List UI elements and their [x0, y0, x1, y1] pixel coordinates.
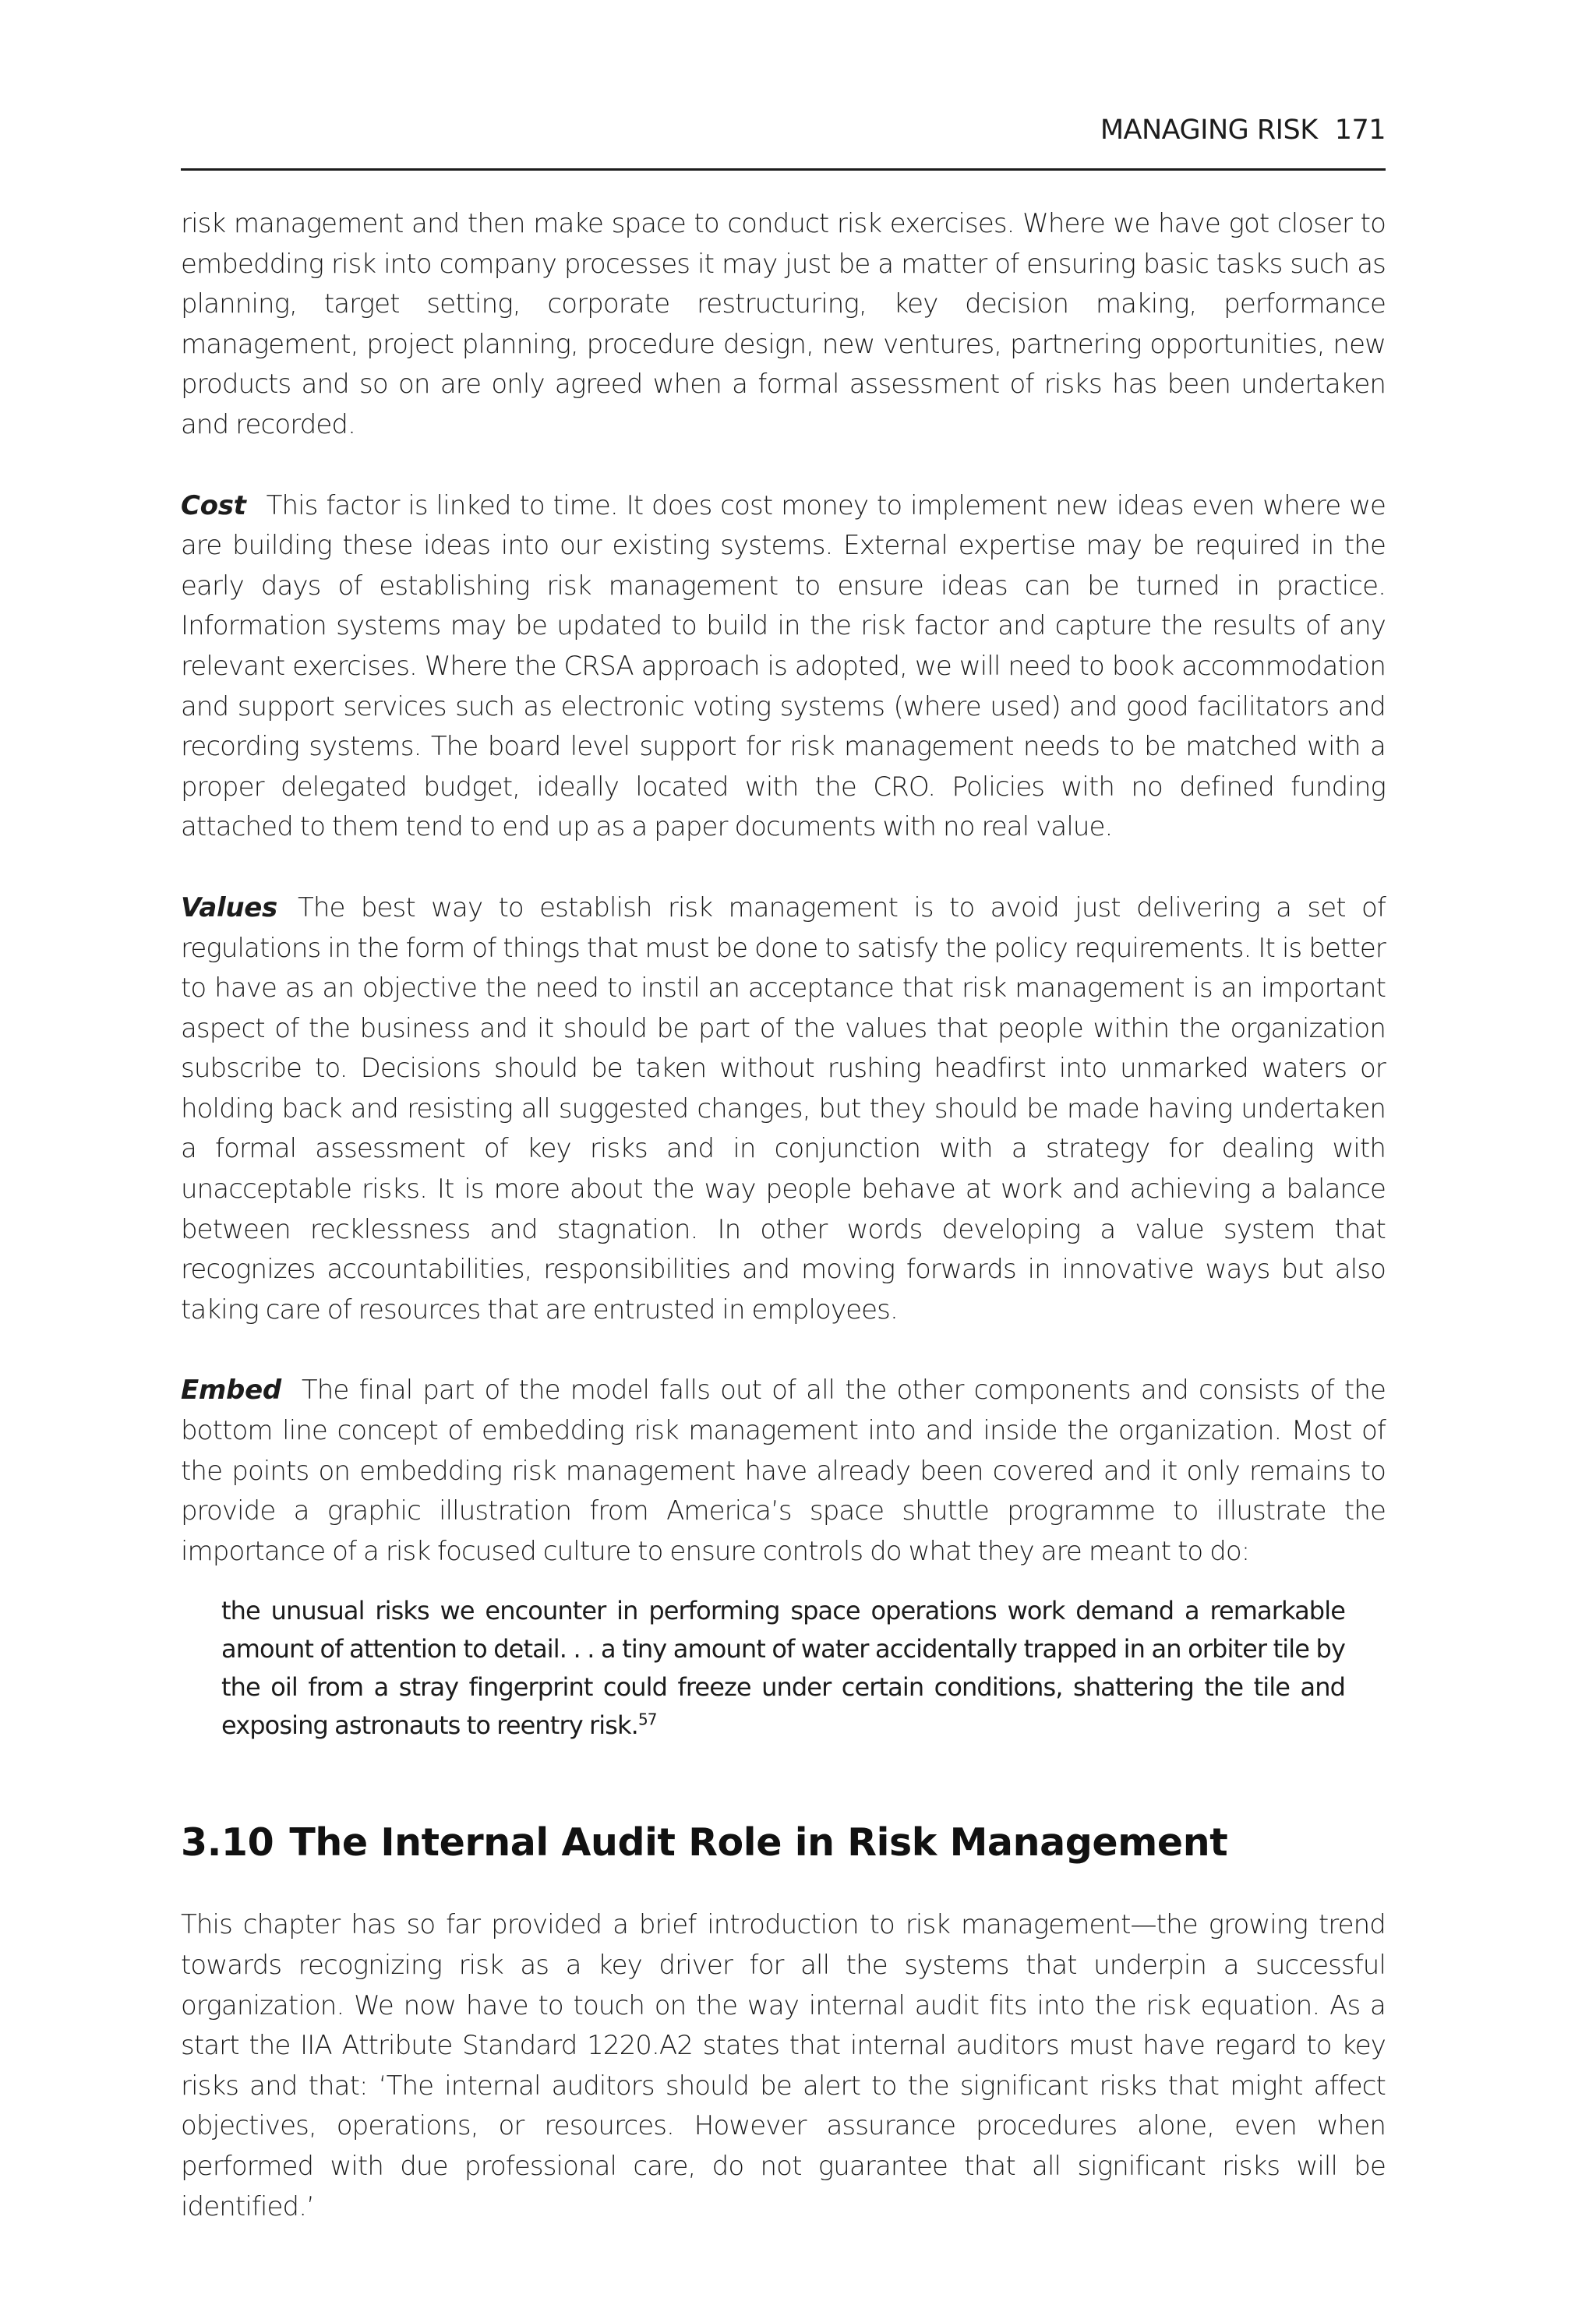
run-in-heading-values: Values [181, 891, 277, 923]
heading-gap [181, 1866, 1386, 1905]
footnote-marker: 57 [637, 1710, 657, 1729]
run-in-heading-embed: Embed [181, 1375, 281, 1407]
header-rule [181, 168, 1386, 171]
paragraph-continued: risk management and then make space to conduct risk exercises. Where we have got closer to embedding risk into company processes it may just be a matter of ensuring basic tasks such as planning, target setting, corporate restructuring, key decision making, performance management, project planning, procedure design, new ventures, partnering opportunities, new products and so on are only agreed when a formal assessment of risks has been undertaken and recorded. [181, 208, 1386, 440]
section-title: The Internal Audit Role in Risk Management [289, 1820, 1228, 1865]
paragraph-embed [181, 1371, 1386, 1572]
run-in-heading-cost: Cost [181, 489, 246, 521]
running-title: MANAGING RISK [1100, 115, 1318, 146]
paragraph-gap [181, 848, 1386, 888]
body-text [181, 204, 1386, 2227]
block-quote [221, 1592, 1345, 1745]
block-quote-text: the unusual risks we encounter in performing space operations work demand a remarkable amount of attention to detail. . . a tiny amount of water accidentally trapped in an orbiter tile by the oil from a stray fingerprint could freeze under certain conditions, shattering the tile and exposing astronauts to reentry risk. [221, 1596, 1345, 1741]
paragraph-cost [181, 486, 1386, 848]
paragraph-values [181, 888, 1386, 1331]
paragraph-embed-text: The final part of the model falls out of all the other components and consists of the bottom line concept of embedding risk management into and inside the organization. Most of the points on embedding risk management have already been covered and it only remains to provide a graphic illustration from America’s space shuttle programme to illustrate the importance of a risk focused culture to ensure controls do what they are meant to do: [181, 1375, 1386, 1567]
running-header [181, 117, 1386, 144]
section-number: 3.10 [181, 1820, 274, 1865]
page-number: 171 [1334, 115, 1386, 146]
paragraph-values-text: The best way to establish risk management is to avoid just delivering a set of regulations in the form of things that must be done to satisfy the policy requirements. It is better to have as an objective the need to instil an acceptance that risk management is an important aspect of the business and it should be part of the values that people within the organization subscribe to. Decisions should be taken without rushing headfirst into unmarked waters or holding back and resisting all suggested changes, but they should be made having undertaken a formal assessment of key risks and in conjunction with a strategy for dealing with unacceptable risks. It is more about the way people behave at work and achieving a balance between recklessness and stagnation. In other words developing a value system that recognizes accountabilities, responsibilities and moving forwards in innovative ways but also taking care of resources that are entrusted in employees. [181, 891, 1386, 1325]
paragraph-section-body: This chapter has so far provided a brief introduction to risk management—the growing trend towards recognizing risk as a key driver for all the systems that underpin a successful organization. We now have to touch on the way internal audit fits into the risk equation. As a start the IIA Attribute Standard 1220.A2 states that internal auditors must have regard to key risks and that: ‘The internal auditors should be alert to the significant risks that might affect objectives, operations, or resources. However assurance procedures alone, even when performed with due professional care, do not guarantee that all significant risks will be identified.’ [181, 1909, 1386, 2222]
paragraph-cost-text: This factor is linked to time. It does cost money to implement new ideas even where we are building these ideas into our existing systems. External expertise may be required in the early days of establishing risk management to ensure ideas can be turned in practice. Information systems may be updated to build in the risk factor and capture the results of any relevant exercises. Where the CRSA approach is adopted, we will need to book accommodation and support services such as electronic voting systems (where used) and good facilitators and recording systems. The board level support for risk management needs to be matched with a proper delegated budget, ideally located with the CRO. Policies with no defined funding attached to them tend to end up as a paper documents with no real value. [181, 489, 1386, 843]
paragraph-gap [181, 1330, 1386, 1371]
paragraph-gap [181, 446, 1386, 486]
section-heading [181, 1820, 1386, 1866]
